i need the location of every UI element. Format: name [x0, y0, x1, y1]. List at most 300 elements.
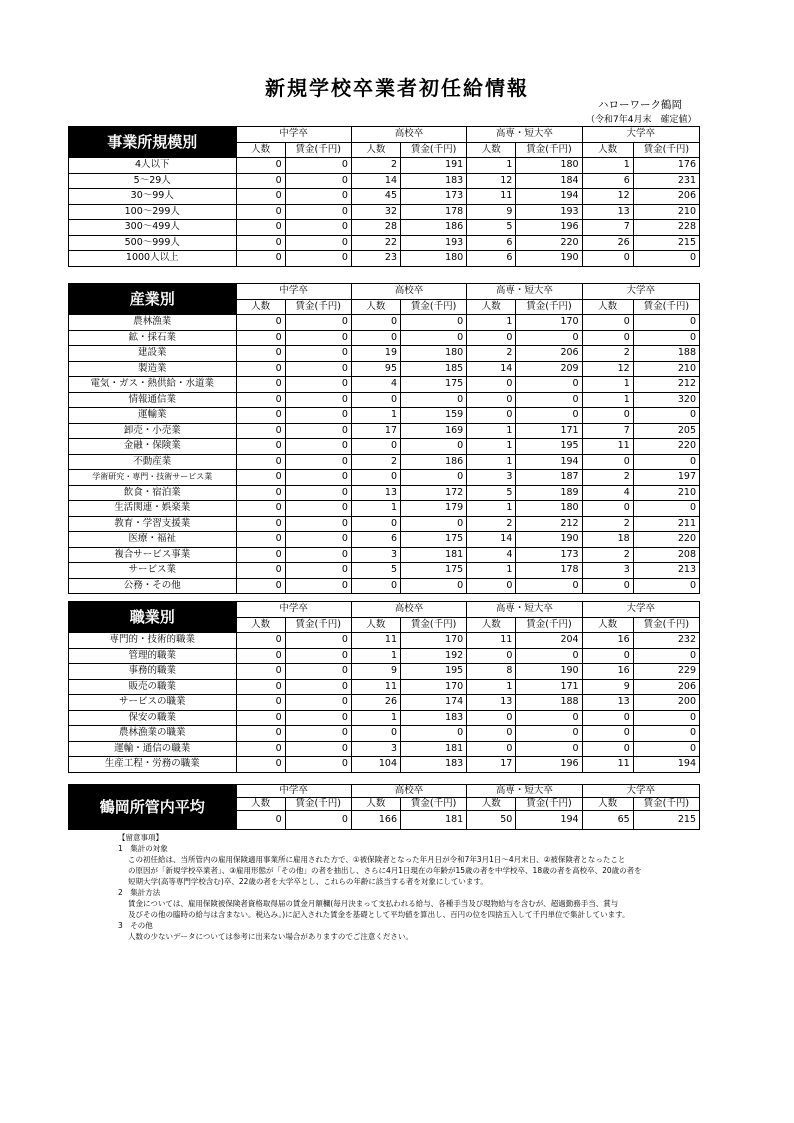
count-cell: 1 [467, 454, 516, 470]
note-line: 短期大学(高等専門学校含む)卒、22歳の者を大学卒とし、これらの年齢に該当する者を対象にしています。 [128, 877, 488, 886]
wage-cell: 0 [633, 501, 699, 517]
table-row [69, 726, 700, 742]
table-row [69, 423, 700, 439]
count-cell: 2 [582, 516, 633, 532]
count-cell: 0 [236, 158, 285, 174]
group-header: 大学卒 [582, 602, 699, 618]
count-cell: 23 [351, 251, 400, 267]
wage-cell: 206 [633, 189, 699, 205]
wage-cell: 0 [285, 220, 351, 236]
wage-cell: 0 [285, 516, 351, 532]
group-header: 高専・短大卒 [467, 602, 582, 618]
table-row [69, 547, 700, 563]
wage-cell: 196 [516, 757, 582, 773]
wage-cell: 191 [401, 158, 467, 174]
count-cell: 0 [236, 710, 285, 726]
count-cell: 2 [582, 346, 633, 362]
row-label: 飲食・宿泊業 [69, 485, 237, 501]
row-label: 不動産業 [69, 454, 237, 470]
count-cell: 0 [467, 330, 516, 346]
count-cell: 0 [582, 710, 633, 726]
group-header: 高専・短大卒 [467, 127, 582, 143]
count-cell: 0 [582, 501, 633, 517]
wage-cell: 210 [633, 361, 699, 377]
wage-cell: 176 [633, 158, 699, 174]
wage-cell: 0 [285, 741, 351, 757]
group-header: 高校卒 [351, 284, 466, 300]
count-cell: 0 [582, 726, 633, 742]
notes-header: 【留意事項】 [118, 833, 163, 842]
wage-header: 賃金(千円) [285, 617, 351, 633]
wage-cell: 190 [516, 532, 582, 548]
count-cell: 0 [236, 423, 285, 439]
count-cell: 9 [582, 679, 633, 695]
wage-cell: 0 [633, 578, 699, 594]
count-cell: 0 [236, 377, 285, 393]
wage-cell: 320 [633, 392, 699, 408]
count-cell: 28 [351, 220, 400, 236]
count-header: 人数 [582, 617, 633, 633]
count-cell: 0 [236, 695, 285, 711]
count-cell: 0 [236, 361, 285, 377]
wage-cell: 172 [401, 485, 467, 501]
wage-cell: 193 [401, 235, 467, 251]
industry-table [68, 283, 700, 594]
wage-cell: 228 [633, 220, 699, 236]
count-cell: 0 [236, 501, 285, 517]
wage-cell: 0 [633, 408, 699, 424]
count-cell: 13 [351, 485, 400, 501]
count-cell: 50 [467, 811, 516, 830]
count-cell: 0 [467, 741, 516, 757]
wage-cell: 213 [633, 563, 699, 579]
note-line: 及びその他の臨時の給与は含まない。税込み。)に記入された賃金を基礎として平均値を算出し、百円の位を四捨五入して千円単位で集計しています。 [128, 910, 630, 919]
count-cell: 0 [236, 726, 285, 742]
count-header: 人数 [467, 299, 516, 315]
wage-cell: 0 [285, 547, 351, 563]
wage-cell: 197 [633, 470, 699, 486]
count-cell: 0 [236, 346, 285, 362]
count-cell: 9 [467, 204, 516, 220]
wage-cell: 178 [516, 563, 582, 579]
count-cell: 1 [351, 648, 400, 664]
count-cell: 7 [582, 423, 633, 439]
count-header: 人数 [467, 617, 516, 633]
count-cell: 1 [351, 501, 400, 517]
count-cell: 1 [467, 315, 516, 331]
wage-cell: 180 [401, 251, 467, 267]
count-cell: 1 [582, 392, 633, 408]
wage-cell: 212 [516, 516, 582, 532]
count-cell: 0 [351, 726, 400, 742]
group-header: 高専・短大卒 [467, 785, 582, 798]
count-cell: 0 [236, 741, 285, 757]
wage-cell: 208 [633, 547, 699, 563]
count-cell: 26 [351, 695, 400, 711]
wage-cell: 195 [401, 664, 467, 680]
wage-cell: 180 [516, 501, 582, 517]
wage-cell: 186 [401, 454, 467, 470]
wage-cell: 181 [401, 811, 467, 830]
count-cell: 4 [351, 377, 400, 393]
count-cell: 0 [467, 392, 516, 408]
table-row [69, 251, 700, 267]
row-label: 複合サービス事業 [69, 547, 237, 563]
wage-cell: 173 [401, 189, 467, 205]
wage-header: 賃金(千円) [401, 299, 467, 315]
wage-cell: 174 [401, 695, 467, 711]
wage-cell: 0 [285, 648, 351, 664]
count-cell: 0 [582, 454, 633, 470]
count-header: 人数 [351, 798, 400, 811]
wage-cell: 0 [285, 361, 351, 377]
count-header: 人数 [351, 299, 400, 315]
wage-cell: 200 [633, 695, 699, 711]
count-cell: 2 [582, 470, 633, 486]
wage-cell: 0 [285, 726, 351, 742]
section-heading: 産業別 [69, 284, 237, 315]
note-line: の原因が「新規学校卒業者」、③雇用形態が「その他」の者を抽出し、さらに4月1日現在の年齢が15歳の者を中学校卒、18歳の者を高校卒、20歳の者を [128, 866, 642, 875]
count-cell: 0 [236, 189, 285, 205]
row-label: 建設業 [69, 346, 237, 362]
group-header: 中学卒 [236, 785, 351, 798]
count-cell: 45 [351, 189, 400, 205]
count-cell: 16 [582, 633, 633, 649]
wage-cell: 0 [516, 726, 582, 742]
row-label: 30～99人 [69, 189, 237, 205]
wage-cell: 187 [516, 470, 582, 486]
table-row [69, 220, 700, 236]
count-cell: 6 [351, 532, 400, 548]
row-label: 500～999人 [69, 235, 237, 251]
wage-header: 賃金(千円) [401, 142, 467, 158]
table-row [69, 315, 700, 331]
count-cell: 5 [351, 563, 400, 579]
count-cell: 9 [351, 664, 400, 680]
group-header: 高専・短大卒 [467, 284, 582, 300]
group-header: 高校卒 [351, 785, 466, 798]
table-row [69, 158, 700, 174]
wage-cell: 0 [285, 251, 351, 267]
table-row [69, 330, 700, 346]
note-line: 賃金については、雇用保険被保険者資格取得届の賃金月額欄(毎月決まって支払われる給与、各種手当及び現物給与を含むが、超過勤務手当、賞与 [128, 899, 619, 908]
wage-cell: 232 [633, 633, 699, 649]
wage-cell: 192 [401, 648, 467, 664]
wage-header: 賃金(千円) [285, 798, 351, 811]
count-cell: 1 [582, 158, 633, 174]
wage-cell: 0 [516, 710, 582, 726]
count-cell: 11 [351, 679, 400, 695]
count-cell: 0 [236, 235, 285, 251]
table-row [69, 501, 700, 517]
count-cell: 1 [582, 377, 633, 393]
count-cell: 0 [236, 251, 285, 267]
count-cell: 0 [351, 392, 400, 408]
count-cell: 0 [236, 633, 285, 649]
row-label: 1000人以上 [69, 251, 237, 267]
row-label: 生産工程・労務の職業 [69, 757, 237, 773]
wage-cell: 0 [285, 710, 351, 726]
wage-cell: 169 [401, 423, 467, 439]
wage-cell: 0 [285, 423, 351, 439]
count-cell: 0 [236, 470, 285, 486]
count-cell: 13 [467, 695, 516, 711]
count-cell: 0 [236, 679, 285, 695]
count-cell: 22 [351, 235, 400, 251]
count-cell: 3 [351, 547, 400, 563]
row-label: 300～499人 [69, 220, 237, 236]
count-cell: 11 [467, 633, 516, 649]
count-cell: 0 [582, 408, 633, 424]
wage-cell: 0 [516, 377, 582, 393]
wage-cell: 0 [285, 189, 351, 205]
wage-cell: 195 [516, 439, 582, 455]
row-label: 専門的・技術的職業 [69, 633, 237, 649]
count-cell: 0 [351, 315, 400, 331]
table-row [69, 757, 700, 773]
count-cell: 11 [467, 189, 516, 205]
table-row [69, 741, 700, 757]
wage-cell: 0 [285, 757, 351, 773]
count-cell: 0 [236, 392, 285, 408]
wage-cell: 0 [285, 235, 351, 251]
wage-cell: 212 [633, 377, 699, 393]
count-cell: 0 [236, 173, 285, 189]
wage-cell: 0 [285, 695, 351, 711]
count-cell: 0 [582, 648, 633, 664]
count-cell: 4 [467, 547, 516, 563]
count-cell: 6 [582, 173, 633, 189]
wage-cell: 210 [633, 485, 699, 501]
wage-cell: 0 [401, 470, 467, 486]
count-cell: 1 [467, 501, 516, 517]
count-cell: 95 [351, 361, 400, 377]
count-cell: 0 [236, 532, 285, 548]
count-cell: 0 [582, 315, 633, 331]
wage-cell: 186 [401, 220, 467, 236]
wage-cell: 0 [285, 377, 351, 393]
page-title: 新規学校卒業者初任給情報 [265, 76, 529, 100]
table-row [69, 633, 700, 649]
group-header: 中学卒 [236, 284, 351, 300]
note-line: この初任給は、当所管内の雇用保険適用事業所に雇用された方で、①被保険者となった年月日が令和7年3月1日～4月末日、②被保険者となったこと [128, 855, 626, 864]
wage-cell: 193 [516, 204, 582, 220]
count-cell: 2 [351, 158, 400, 174]
row-label: 販売の職業 [69, 679, 237, 695]
notes-section [118, 832, 642, 942]
wage-cell: 183 [401, 757, 467, 773]
count-cell: 17 [467, 757, 516, 773]
wage-cell: 0 [633, 648, 699, 664]
count-cell: 3 [467, 470, 516, 486]
wage-cell: 175 [401, 377, 467, 393]
row-label: サービス業 [69, 563, 237, 579]
count-header: 人数 [582, 798, 633, 811]
group-header: 高校卒 [351, 602, 466, 618]
wage-cell: 181 [401, 741, 467, 757]
wage-cell: 0 [516, 392, 582, 408]
count-cell: 3 [582, 563, 633, 579]
count-cell: 0 [236, 811, 285, 830]
table-row [69, 664, 700, 680]
count-cell: 12 [582, 361, 633, 377]
wage-header: 賃金(千円) [516, 617, 582, 633]
wage-cell: 0 [285, 633, 351, 649]
wage-cell: 209 [516, 361, 582, 377]
count-header: 人数 [582, 299, 633, 315]
wage-cell: 0 [285, 578, 351, 594]
row-label: 情報通信業 [69, 392, 237, 408]
count-cell: 0 [467, 408, 516, 424]
wage-cell: 175 [401, 563, 467, 579]
row-label: 鉱・採石業 [69, 330, 237, 346]
table-row [69, 695, 700, 711]
count-cell: 0 [236, 330, 285, 346]
wage-cell: 183 [401, 710, 467, 726]
table-row [69, 485, 700, 501]
wage-cell: 0 [401, 726, 467, 742]
count-cell: 11 [582, 757, 633, 773]
table-row [69, 189, 700, 205]
count-cell: 4 [582, 485, 633, 501]
row-label: 電気・ガス・熱供給・水道業 [69, 377, 237, 393]
count-cell: 13 [582, 204, 633, 220]
wage-header: 賃金(千円) [633, 617, 699, 633]
wage-cell: 170 [401, 633, 467, 649]
wage-cell: 171 [516, 423, 582, 439]
count-cell: 0 [351, 330, 400, 346]
section-heading: 職業別 [69, 602, 237, 633]
table-row [69, 516, 700, 532]
count-cell: 0 [467, 578, 516, 594]
count-cell: 1 [467, 158, 516, 174]
wage-cell: 185 [401, 361, 467, 377]
group-header: 大学卒 [582, 284, 699, 300]
count-cell: 2 [467, 346, 516, 362]
count-cell: 19 [351, 346, 400, 362]
count-cell: 1 [467, 423, 516, 439]
table-row [69, 648, 700, 664]
count-header: 人数 [351, 617, 400, 633]
count-cell: 0 [236, 220, 285, 236]
count-header: 人数 [467, 798, 516, 811]
wage-cell: 0 [285, 532, 351, 548]
office-name: ハローワーク鶴岡 [598, 99, 682, 111]
occupation-table [68, 601, 700, 773]
count-header: 人数 [236, 299, 285, 315]
wage-cell: 0 [633, 454, 699, 470]
count-cell: 1 [467, 679, 516, 695]
count-cell: 1 [351, 408, 400, 424]
wage-cell: 180 [401, 346, 467, 362]
count-header: 人数 [351, 142, 400, 158]
count-cell: 0 [236, 516, 285, 532]
count-cell: 1 [467, 439, 516, 455]
wage-cell: 0 [401, 516, 467, 532]
note-line: 2 集計方法 [118, 888, 161, 897]
count-cell: 0 [351, 578, 400, 594]
count-cell: 17 [351, 423, 400, 439]
wage-cell: 0 [285, 439, 351, 455]
group-header: 中学卒 [236, 127, 351, 143]
wage-cell: 211 [633, 516, 699, 532]
wage-cell: 0 [516, 408, 582, 424]
count-cell: 26 [582, 235, 633, 251]
count-header: 人数 [467, 142, 516, 158]
wage-header: 賃金(千円) [633, 142, 699, 158]
count-cell: 14 [467, 532, 516, 548]
count-cell: 1 [351, 710, 400, 726]
row-label: サービスの職業 [69, 695, 237, 711]
table-row [69, 377, 700, 393]
wage-cell: 171 [516, 679, 582, 695]
count-cell: 0 [351, 470, 400, 486]
count-cell: 0 [582, 251, 633, 267]
table-row [69, 532, 700, 548]
count-cell: 0 [467, 726, 516, 742]
wage-cell: 205 [633, 423, 699, 439]
count-header: 人数 [236, 798, 285, 811]
count-cell: 0 [467, 648, 516, 664]
count-cell: 0 [236, 408, 285, 424]
table-row [69, 454, 700, 470]
wage-cell: 231 [633, 173, 699, 189]
group-header: 中学卒 [236, 602, 351, 618]
count-cell: 13 [582, 695, 633, 711]
count-cell: 0 [236, 757, 285, 773]
row-label: 学術研究・専門・技術サービス業 [69, 470, 237, 486]
table-row [69, 439, 700, 455]
row-label: 保安の職業 [69, 710, 237, 726]
count-cell: 8 [467, 664, 516, 680]
count-cell: 12 [582, 189, 633, 205]
wage-header: 賃金(千円) [516, 798, 582, 811]
row-label: 卸売・小売業 [69, 423, 237, 439]
wage-cell: 0 [401, 315, 467, 331]
count-cell: 14 [467, 361, 516, 377]
count-cell: 5 [467, 220, 516, 236]
wage-cell: 0 [285, 315, 351, 331]
wage-cell: 188 [633, 346, 699, 362]
wage-cell: 180 [516, 158, 582, 174]
table-row [69, 679, 700, 695]
wage-cell: 220 [633, 439, 699, 455]
count-cell: 0 [236, 485, 285, 501]
wage-cell: 0 [285, 811, 351, 830]
wage-cell: 0 [285, 204, 351, 220]
wage-header: 賃金(千円) [633, 798, 699, 811]
wage-cell: 0 [516, 578, 582, 594]
note-line: 人数の少ないデータについては参考に出来ない場合がありますのでご注意ください。 [128, 932, 413, 941]
count-header: 人数 [582, 142, 633, 158]
count-cell: 11 [582, 439, 633, 455]
table-row [69, 173, 700, 189]
count-cell: 65 [582, 811, 633, 830]
count-cell: 32 [351, 204, 400, 220]
wage-cell: 0 [285, 392, 351, 408]
count-header: 人数 [236, 617, 285, 633]
wage-header: 賃金(千円) [516, 142, 582, 158]
wage-cell: 181 [401, 547, 467, 563]
wage-cell: 175 [401, 532, 467, 548]
count-cell: 0 [351, 439, 400, 455]
group-header: 大学卒 [582, 127, 699, 143]
wage-cell: 0 [285, 485, 351, 501]
row-label: 公務・その他 [69, 578, 237, 594]
wage-cell: 220 [633, 532, 699, 548]
count-cell: 104 [351, 757, 400, 773]
wage-cell: 179 [401, 501, 467, 517]
